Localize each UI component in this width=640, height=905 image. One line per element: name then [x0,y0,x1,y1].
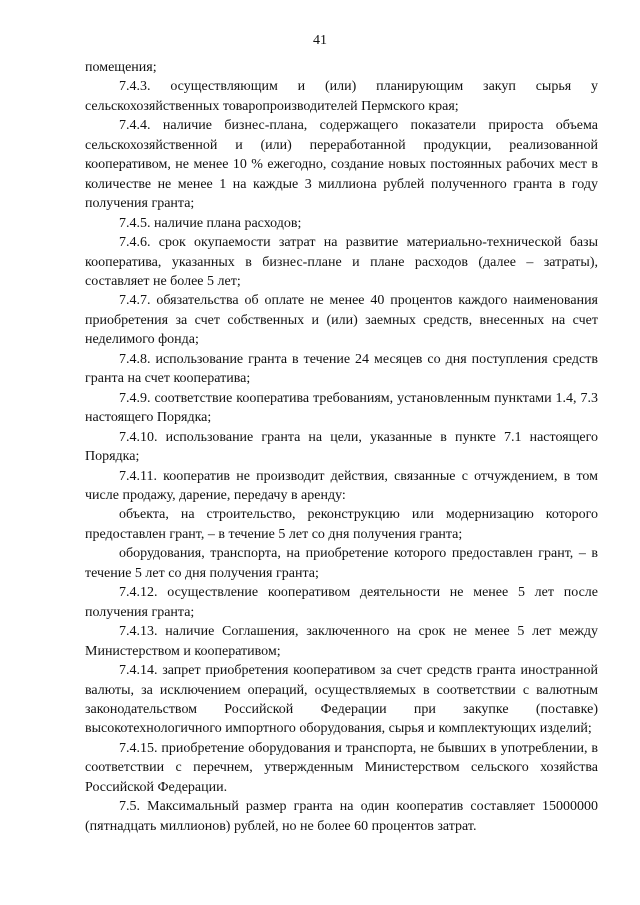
paragraph-continuation: помещения; [85,60,157,75]
document-body [85,58,598,836]
paragraph-7-4-14: 7.4.14. запрет приобретения кооперативом за счет средств гранта иностранной валюты, за исключением операций, осуществляемых в соответствии с валютным законодательством Российской Федерации при закупке (поставке) высокотехнологичного импортного оборудования, сырья и комплектующих изделий; [85,663,598,737]
paragraph-7-4-4: 7.4.4. наличие бизнес-плана, содержащего показатели прироста объема сельскохозяйственной и (или) переработанной продукции, реализованной кооперативом, не менее 10 % ежегодно, создание новых постоянных рабочих мест в количестве не менее 1 на каждые 3 миллиона рублей полученного гранта в году получения гранта; [85,118,598,212]
paragraph-7-4-12: 7.4.12. осуществление кооперативом деятельности не менее 5 лет после получения гранта; [85,585,598,620]
paragraph-7-4-9: 7.4.9. соответствие кооператива требованиям, установленным пунктами 1.4, 7.3 настоящего Порядка; [85,390,598,426]
paragraph-7-4-3: 7.4.3. осуществляющим и (или) планирующим закуп сырья у сельскохозяйственных товаропроизводителей Пермского края; [85,79,598,114]
paragraph-7-4-13: 7.4.13. наличие Соглашения, заключенного на срок не менее 5 лет между Министерством и кооперативом; [85,624,598,659]
paragraph-7-4-10: 7.4.10. использование гранта на цели, указанные в пункте 7.1 настоящего Порядка; [85,429,598,465]
page-number: 41 [313,33,327,48]
paragraph-object: объекта, на строительство, реконструкцию или модернизацию которого предоставлен грант, – в течение 5 лет со дня получения гранта; [85,507,598,542]
paragraph-7-5: 7.5. Максимальный размер гранта на один кооператив составляет 15000000 (пятнадцать миллионов) рублей, но не более 60 процентов затрат. [85,799,598,834]
paragraph-7-4-8: 7.4.8. использование гранта в течение 24 месяцев со дня поступления средств гранта на счет кооператива; [85,351,598,387]
paragraph-7-4-5: 7.4.5. наличие плана расходов; [119,215,302,231]
paragraph-7-4-15: 7.4.15. приобретение оборудования и транспорта, не бывших в употреблении, в соответствии с перечнем, утвержденным Министерством сельского хозяйства Российской Федерации. [85,740,598,795]
paragraph-equipment: оборудования, транспорта, на приобретение которого предоставлен грант, – в течение 5 лет со дня получения гранта; [85,546,598,581]
paragraph-7-4-11: 7.4.11. кооператив не производит действия, связанные с отчуждением, в том числе продажу, дарение, передачу в аренду: [85,468,598,503]
paragraph-7-4-6: 7.4.6. срок окупаемости затрат на развитие материально-технической базы кооператива, указанных в бизнес-плане и плане расходов (далее – затраты), составляет не более 5 лет; [85,235,598,289]
paragraph-7-4-7: 7.4.7. обязательства об оплате не менее 40 процентов каждого наименования приобретения за счет собственных и (или) заемных средств, внесенных на счет неделимого фонда; [85,293,598,348]
